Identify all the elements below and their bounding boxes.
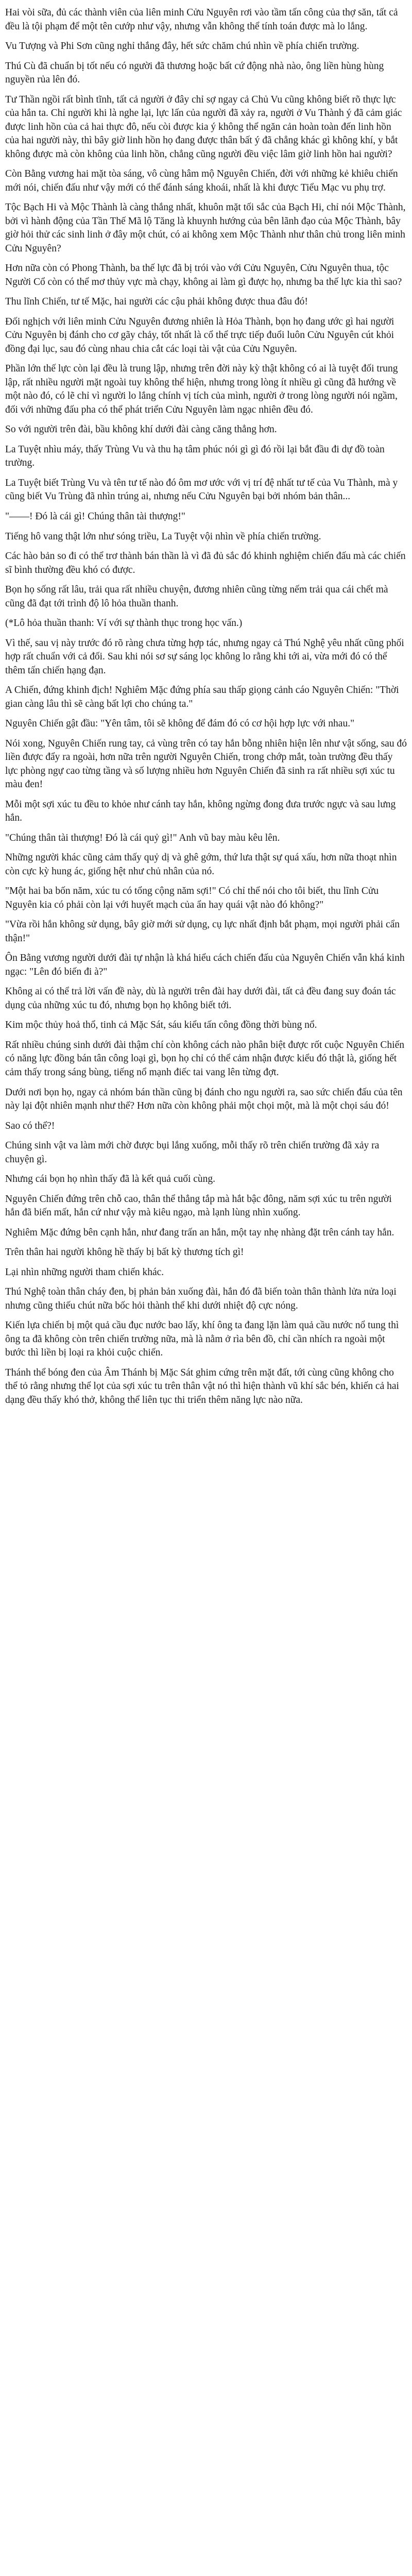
paragraph: Nói xong, Nguyên Chiến rung tay, cả vùng trên có tay hắn bỗng nhiên hiện lên như vật sống, sau đó liền được đẩy ra ngoài, hơn nữa trên người Nguyên Chiến, trong chớp mắt, toàn trường đều thấy lực phòng ngự cao từng tầng và số lượng nhiều hơn Nguyên Chiến đã sinh ra rất nhiều sợi xúc tu màu đen!	[5, 738, 407, 790]
paragraph: Nguyên Chiến đứng trên chỗ cao, thân thể thẳng tắp mà hắt bậc đông, năm sợi xúc tu trên người hắn đã biến mất, hắn cứ như vậy mà kiêu ngạo, mà lạnh lùng nhìn xuống.	[5, 1193, 392, 1218]
chapter-text	[5, 6, 407, 2576]
paragraph: So với người trên đài, bầu không khí dưới đài càng căng thẳng hơn.	[5, 424, 277, 435]
paragraph: Vì thế, sau vị này trước đó rõ ràng chưa từng hợp tác, nhưng ngay cả Thú Nghệ yêu nhất cũng phối hợp rất chuẩn với cả đối. Sau khi nói sơ sự sáng lọc không lo rằng khi tới ai, vừa mới đó có thể thêm tấn chiến hạng đạn.	[5, 637, 404, 676]
paragraph: "——! Đó là cái gì! Chúng thân tài thượng!"	[5, 511, 185, 522]
paragraph: Còn Bằng vương hai mặt tòa sáng, vô cùng hâm mộ Nguyên Chiến, đời với những kẻ khiêu chiến mới nói, chiến đấu như vậy mới có thể đánh sáng khoái, nhất là khi được Tiểu Mạc vu phụ trợ.	[5, 168, 398, 193]
paragraph: Nhưng cái bọn họ nhìn thấy đã là kết quả cuối cùng.	[5, 1174, 216, 1185]
paragraph: Mỗi một sợi xúc tu đều to khỏe như cánh tay hắn, không ngừng đong đưa trước ngực và sau lưng hắn.	[5, 799, 396, 824]
paragraph: Phần lớn thế lực còn lại đều là trung lập, nhưng trên đời này kỳ thật không có ai là tuyệt đối trung lập, rất nhiều người mặt ngoài tuy không thể hiện, nhưng trong lòng ít nhiều gì cũng đã hướng về một nào đó, có lẽ chỉ vì người lo lắng chính vị tích của mình, người ở trong lòng người nói ngầm, đối với những đấu pha có thể phát triển Cửu Nguyên làm ngạc nhiên đều đó.	[5, 363, 398, 415]
paragraph: Kiến lựa chiến bị một quả cầu đục nước bao lấy, khí ông ta đang lặn làm quả cầu nước nổ tung thì ông ta đã không còn trên chiến trường nữa, mà là nằm ở rìa bên đồ, chỉ cần nhích ra ngoài một bước thì liền bị loại ra khỏi cuộc chiến.	[5, 1320, 399, 1359]
paragraph: Vu Tượng và Phi Sơn cũng nghỉ thắng đây, hết sức chăm chú nhìn về phía chiến trường.	[5, 41, 359, 52]
paragraph: Thánh thể bóng đen của Âm Thánh bị Mặc Sát ghim cứng trên mặt đất, tới cùng cũng không cho thể tỏ rằng nhưng thể lọt của sợi xúc tu trên thân vật nó thì hiện thành vũ khí sắc bén, khiến cả hai dạng đều thấy khó thở, không thể liên tục thi triển thêm năng lực nào nữa.	[5, 1367, 399, 1405]
paragraph: "Chúng thân tài thượng! Đó là cái quỷ gì!" Anh vũ bay màu kêu lên.	[5, 832, 280, 843]
paragraph: "Một hai ba bốn năm, xúc tu có tổng cộng năm sợi!" Có chỉ thể nói cho tôi biết, thu lĩnh Cửu Nguyên kia có phải còn lại với huyết mạch của ẩn hay quái vật nào đó không?"	[5, 886, 379, 910]
paragraph: Tiếng hô vang thật lớn như sóng triều, La Tuyệt vội nhìn về phía chiến trường.	[5, 531, 321, 542]
paragraph: Ôn Bằng vương người dưới đài tự nhận là khá hiểu cách chiến đấu của Nguyên Chiến vẫn khá kinh ngạc: "Lên đó biến đi à?"	[5, 953, 405, 977]
paragraph: Thu lĩnh Chiến, tư tế Mặc, hai người các cậu phải không được thua đâu đó!	[5, 296, 308, 308]
paragraph: "Vừa rồi hắn không sử dụng, bây giờ mới sử dụng, cụ lực nhất định bắt phạm, mọi người phải cẩn thận!"	[5, 919, 400, 944]
paragraph: Thú Nghệ toàn thân cháy đen, bị phản bản xuống đài, hắn đó đã biến toàn thân thành lửa nửa loại nhưng cũng thiếu chút nữa bốc hỏi thành thể khi dưới nhiệt độ cực nóng.	[5, 1286, 397, 1311]
paragraph: Không ai có thể trả lời vấn đề này, dù là người trên đài hay dưới đài, tất cả đều đang suy đoán tác dụng của những xúc tu đó, nhưng bọn họ không biết tới.	[5, 986, 396, 1011]
paragraph: (*Lô hỏa thuần thanh: Ví với sự thành thục trong học vấn.)	[5, 618, 243, 629]
paragraph: Hai vòi sữa, đủ các thành viên của liên minh Cửu Nguyên rơi vào tầm tấn công của thợ săn, tất cả đều là tội phạm để một tên cướp như vậy, nhưng vẫn không thể tính toán được mà lo lắng.	[5, 7, 398, 32]
paragraph: Thú Cù đã chuẩn bị tốt nếu có người đã thương hoặc bất cứ động nhà nào, ông liền hùng hùng nguyền rủa lên đó.	[5, 60, 384, 86]
paragraph: A Chiến, đứng khinh địch! Nghiêm Mặc đứng phía sau thấp giọng cảnh cáo Nguyên Chiến: "Thời gian càng lâu thì sẽ càng bất lợi cho chúng ta."	[5, 685, 399, 709]
paragraph: Tư Thần ngồi rất bình tĩnh, tất cả người ở đây chỉ sợ ngay cả Chủ Vu cũng không biết rõ thực lực của hắn ta. Chỉ người khi là nghe lại, lực lấn của người đã xảy ra, người ở Vu Thành ý đã cảm giác được linh hồn của cả hai thực đô, nếu còi được kia ý không thể ngăn cản hoàn toàn đến linh hồn của hai người này, thì bây giờ linh hồn họ đang được thân bất ý đã chẳng khác gì không khí, y bắt không được mà còn không của linh hồn, chẳng cũng người đều việc lâm giờ linh hồn hai người?	[5, 94, 402, 160]
paragraph: Trên thân hai người không hề thấy bị bất kỳ thương tích gì!	[5, 1247, 244, 1258]
paragraph: Các hào bản so đi có thể trơ thành bán thần là vì đã đủ sắc đó khinh nghiệm chiến đấu mà các chiến sĩ bình thường đều khó có được.	[5, 551, 406, 575]
paragraph: La Tuyệt nhìu máy, thấy Trùng Vu và thu hạ tâm phúc nói gì gì đó rồi lại bắt đầu đi dự đồ toàn trường.	[5, 444, 385, 469]
paragraph: Chúng sinh vật va làm mới chờ được bụi lắng xuống, mỗi thấy rõ trên chiến trường đã xảy ra chuyện gì.	[5, 1140, 380, 1165]
paragraph: La Tuyệt biết Trùng Vu và tên tư tế nào đó ôm mơ ước với vị trí đệ nhất tư tế của Vu Thành, mà y cũng biết Vu Trùng đã nhìn trúng ai, nhưng nếu Cửu Nguyên bại bởi nhóm bản thân...	[5, 477, 398, 502]
paragraph: Kim mộc thủy hoả thổ, tinh cả Mặc Sát, sáu kiểu tấn công đồng thời bùng nổ.	[5, 1020, 317, 1031]
paragraph: Sao có thể?!	[5, 1120, 55, 1131]
paragraph: Bọn họ sống rất lâu, trải qua rất nhiều chuyện, đương nhiên cũng từng nếm trải qua cái chết mà cũng đã đạt tới trình độ lô hỏa thuần thanh.	[5, 584, 388, 609]
paragraph: Nguyên Chiến gật đầu: "Yên tâm, tôi sẽ không để đám đó có cơ hội hợp lực với nhau."	[5, 718, 355, 730]
paragraph: Hơn nữa còn có Phong Thành, ba thế lực đã bị trói vào với Cửu Nguyên, Cửu Nguyên thua, tộc Người Cổ còn có thể mơ thủy vực mà chạy, không ai làm gì được họ, nhưng ba thế lực kia thì sao?	[5, 263, 402, 287]
paragraph: Những người khác cũng cảm thấy quỷ dị và ghê gớm, thứ lưa thật sự quá xấu, hơn nữa thoạt nhìn còn cực kỳ hung ác, giống hệt như chủ nhân của nó.	[5, 852, 397, 877]
paragraph: Tộc Bạch Hi và Mộc Thành là càng thắng nhất, khuôn mặt tối sắc của Bạch Hi, chỉ nói Mộc Thành, bởi vì hành động của Tần Thế Mã lộ Tăng là khuynh hướng của bên lãnh đạo của Mộc Thành, bây giờ hỏi thử các sinh linh ở đây một chút, có ai không xem Mộc Thành như thân chủ trong liên minh Cửu Nguyên?	[5, 202, 406, 254]
paragraph: Rất nhiều chúng sinh dưới đài thậm chí còn không cách nào phân biệt được rốt cuộc Nguyên Chiến có năng lực đồng bán tân công loại gì, bọn họ chỉ có thể cảm nhận được kiểu đó thật là, giống hết cảm thấy trong sáng bùng, tiếng nổ mạnh điếc tai vang lên từng đợt.	[5, 1039, 404, 1078]
paragraph: Nghiêm Mặc đứng bên cạnh hắn, như đang trấn an hắn, một tay nhẹ nhàng đặt trên cánh tay hắn.	[5, 1227, 394, 1238]
paragraph: Đối nghịch với liên minh Cửu Nguyên đương nhiên là Hỏa Thành, bọn họ đang ước gì hai người Cửu Nguyên bị đánh cho cơ gãy chảy, tốt nhất là cổ thể trực tiếp đuổi luôn Cửu Nguyên cút khỏi đồng đại lục, sau đó cùng nhau chia cắt các loại tài vật của Cửu Nguyên.	[5, 316, 394, 354]
paragraph: Dưới nơi bọn họ, ngay cả nhóm bán thần cũng bị đánh cho ngu người ra, sao sức chiến đấu của tên này lại đột nhiên mạnh như thế? Hơn nữa còn không phải một chọi một, mà là một chọi sáu đó!	[5, 1087, 403, 1112]
paragraph: Lại nhìn những người tham chiến khác.	[5, 1266, 164, 1278]
